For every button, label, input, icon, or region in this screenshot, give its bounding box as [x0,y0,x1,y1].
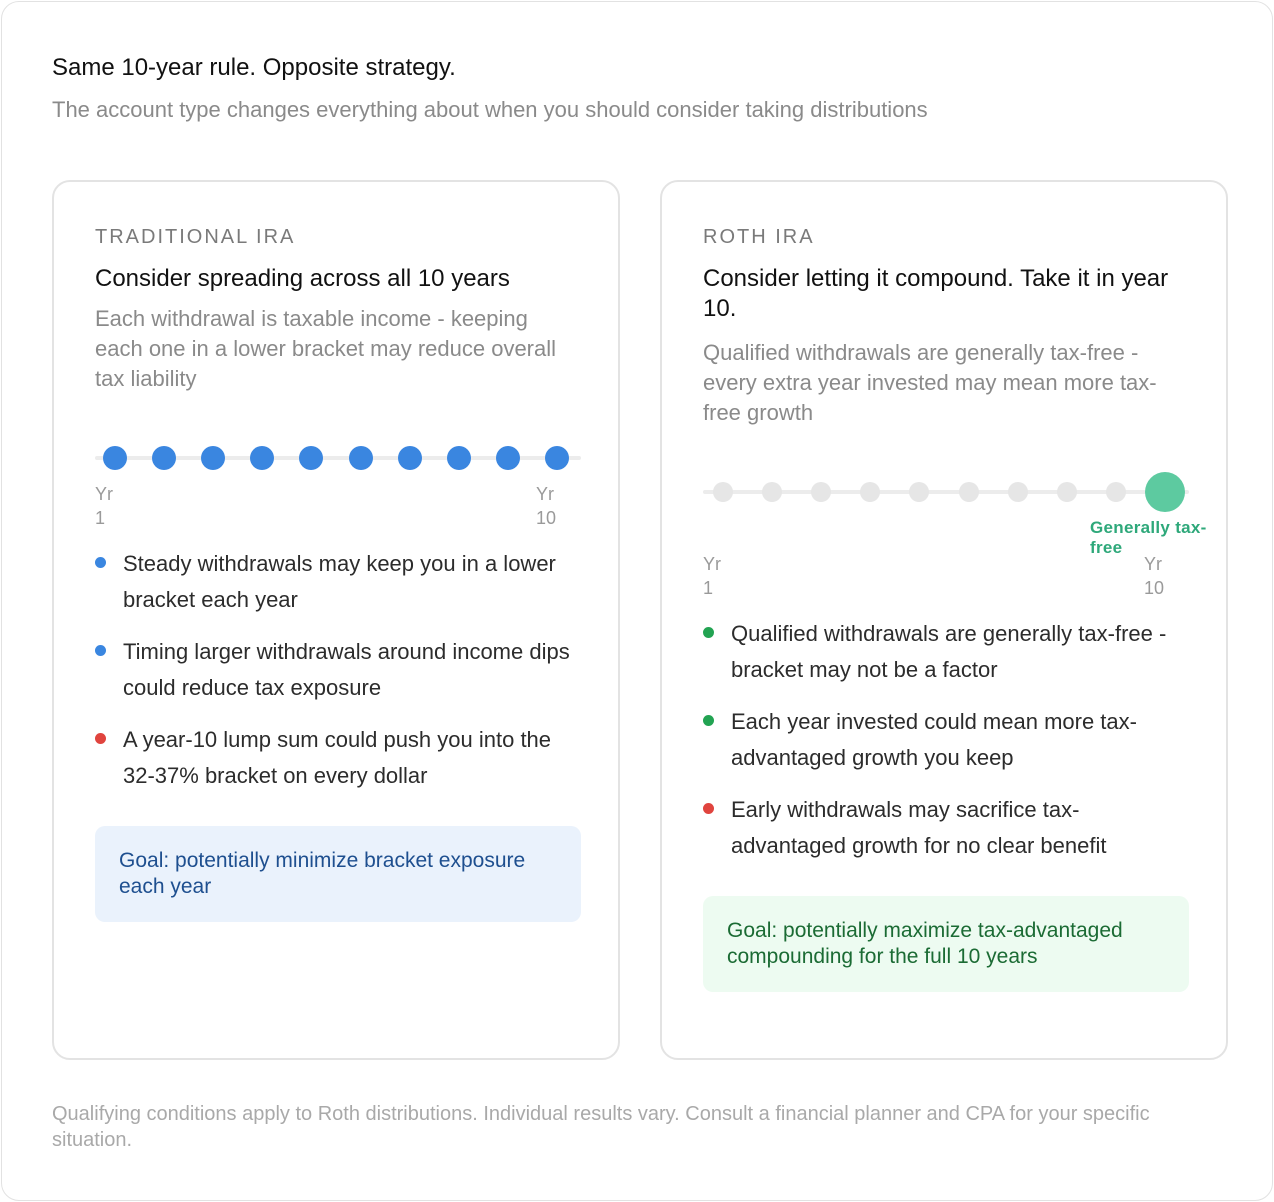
bullet-dot-icon [703,803,714,814]
bullet-list [95,546,585,810]
bullet-dot-icon [95,733,106,744]
timeline-start-label: Yr 1 [703,554,721,598]
timeline-dot-year-1 [103,446,127,470]
timeline-dot-year-7 [1008,482,1028,502]
timeline-dot-year-3 [201,446,225,470]
bullet-text: Qualified withdrawals are generally tax-free - bracket may not be a factor [731,621,1167,682]
card-eyebrow: TRADITIONAL IRA [95,226,296,248]
bullet-text: Early withdrawals may sacrifice tax-advantaged growth for no clear benefit [731,797,1107,858]
timeline-dot-year-6 [349,446,373,470]
goal-box: Goal: potentially maximize tax-advantaged compounding for the full 10 years [703,896,1189,992]
traditional-ira-card [52,180,620,1060]
page-title: Same 10-year rule. Opposite strategy. [52,54,456,81]
timeline-start-label: Yr 1 [95,484,113,528]
card-description: Each withdrawal is taxable income - keeping each one in a lower bracket may reduce overall tax liability [95,306,557,391]
goal-box: Goal: potentially minimize bracket exposure each year [95,826,581,922]
bullet-item [95,722,585,794]
bullet-text: Steady withdrawals may keep you in a lower bracket each year [123,551,556,612]
tax-free-label: Generally tax-free [1090,518,1207,557]
bullet-text: Each year invested could mean more tax-advantaged growth you keep [731,709,1137,770]
bullet-dot-icon [95,557,106,568]
bullet-dot-icon [703,627,714,638]
bullet-dot-icon [95,645,106,656]
timeline-dot-year-9 [1106,482,1126,502]
panel-frame [1,1,1273,1201]
bullet-text: A year-10 lump sum could push you into the 32-37% bracket on every dollar [123,727,552,788]
roth-ira-card [660,180,1228,1060]
timeline-dot-year-8 [447,446,471,470]
timeline-end-label: Yr 10 [536,484,557,528]
bullet-dot-icon [703,715,714,726]
timeline-end-label: Yr 10 [1144,554,1165,598]
timeline-dot-year-9 [496,446,520,470]
card-description: Qualified withdrawals are generally tax-free - every extra year invested may mean more tax-free growth [703,340,1157,425]
disclaimer-footnote: Qualifying conditions apply to Roth distributions. Individual results vary. Consult a financial planner and CPA for your specific situation. [52,1103,1150,1151]
page-subtitle: The account type changes everything about when you should consider taking distributions [52,97,928,122]
card-eyebrow: ROTH IRA [703,226,815,248]
timeline-dot-year-10 [1145,472,1185,512]
timeline-dot-year-10 [545,446,569,470]
bullet-item [95,634,585,706]
timeline-dot-year-5 [909,482,929,502]
bullet-item [703,704,1193,776]
bullet-item [95,546,585,618]
bullet-list [703,616,1193,880]
card-title: Consider letting it compound. Take it in year 10. [703,265,1169,322]
card-title: Consider spreading across all 10 years [95,265,510,292]
timeline-dot-year-5 [299,446,323,470]
withdrawal-timeline [703,472,1189,512]
timeline-dot-year-4 [860,482,880,502]
timeline-dot-year-7 [398,446,422,470]
timeline-dot-year-1 [713,482,733,502]
bullet-item [703,616,1193,688]
withdrawal-timeline [95,438,581,478]
timeline-dot-year-3 [811,482,831,502]
timeline-dot-year-4 [250,446,274,470]
timeline-dot-year-8 [1057,482,1077,502]
timeline-dot-year-2 [152,446,176,470]
bullet-text: Timing larger withdrawals around income dips could reduce tax exposure [123,639,570,700]
timeline-dot-year-2 [762,482,782,502]
bullet-item [703,792,1193,864]
timeline-dot-year-6 [959,482,979,502]
